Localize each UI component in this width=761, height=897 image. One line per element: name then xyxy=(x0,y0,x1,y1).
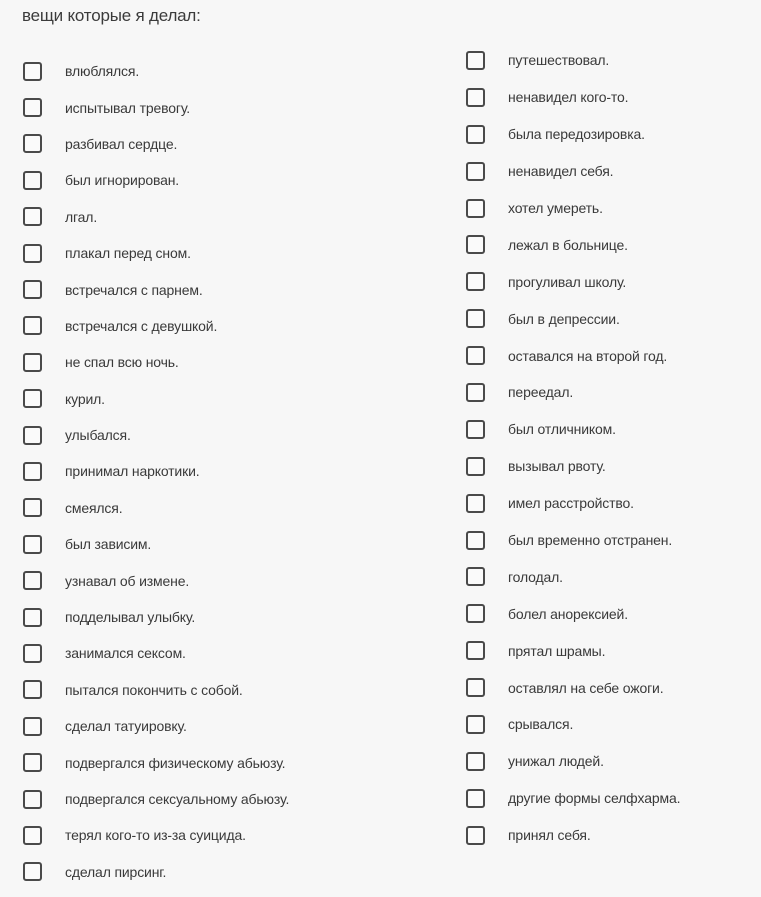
checklist-item[interactable] xyxy=(23,89,289,125)
checkbox[interactable] xyxy=(466,531,485,550)
checkbox[interactable] xyxy=(466,346,485,365)
checklist-item-label: переедал. xyxy=(508,384,574,401)
checkbox[interactable] xyxy=(23,171,42,190)
checklist-item-label: срывался. xyxy=(508,716,574,733)
checklist-item-label: сделал татуировку. xyxy=(65,718,187,735)
checkbox[interactable] xyxy=(466,715,485,734)
checklist-item[interactable] xyxy=(23,417,289,453)
checklist-item[interactable] xyxy=(23,526,289,562)
right-checklist xyxy=(466,42,680,854)
checkbox[interactable] xyxy=(466,826,485,845)
checkbox[interactable] xyxy=(466,752,485,771)
checklist-item[interactable] xyxy=(466,42,680,79)
checklist-item[interactable] xyxy=(23,635,289,671)
checklist-item-label: голодал. xyxy=(508,568,563,585)
checkbox[interactable] xyxy=(23,353,42,372)
checkbox[interactable] xyxy=(466,420,485,439)
checkbox[interactable] xyxy=(466,383,485,402)
checklist-item-label: был временно отстранен. xyxy=(508,532,673,549)
checklist-item-label: узнавал об измене. xyxy=(65,572,190,589)
checklist-item-label: оставался на второй год. xyxy=(508,347,668,364)
checklist-item-label: занимался сексом. xyxy=(65,645,186,662)
checkbox[interactable] xyxy=(466,51,485,70)
checkbox[interactable] xyxy=(23,462,42,481)
checklist-item-label: пытался покончить с собой. xyxy=(65,681,243,698)
checklist-item-label: встречался с девушкой. xyxy=(65,317,218,334)
checklist-item[interactable] xyxy=(23,235,289,271)
checklist-item[interactable] xyxy=(23,308,289,344)
checkbox[interactable] xyxy=(466,309,485,328)
checklist-item[interactable] xyxy=(23,199,289,235)
checklist-item-label: ненавидел кого-то. xyxy=(508,89,629,106)
checklist-item-label: подделывал улыбку. xyxy=(65,609,196,626)
checklist-item-label: хотел умереть. xyxy=(508,200,603,216)
checklist-item-label: не спал всю ночь. xyxy=(65,354,179,371)
checklist-item-label: унижал людей. xyxy=(508,753,604,770)
checklist-item-label: оставлял на себе ожоги. xyxy=(508,679,664,696)
checklist-item-label: плакал перед сном. xyxy=(65,245,191,262)
checklist-item-label: был отличником. xyxy=(508,421,616,438)
checklist-item-label: был в депрессии. xyxy=(508,310,620,327)
checklist-item[interactable] xyxy=(466,263,680,300)
checkbox[interactable] xyxy=(466,125,485,144)
checklist-item[interactable] xyxy=(23,126,289,162)
checkbox[interactable] xyxy=(23,535,42,554)
checkbox[interactable] xyxy=(23,207,42,226)
checklist-item[interactable] xyxy=(23,381,289,417)
checkbox[interactable] xyxy=(466,789,485,808)
checkbox[interactable] xyxy=(23,826,42,845)
checklist-item[interactable] xyxy=(23,781,289,817)
checkbox[interactable] xyxy=(23,316,42,335)
checklist-item[interactable] xyxy=(466,595,680,632)
checklist-item-label: болел анорексией. xyxy=(508,605,628,622)
checklist-item[interactable] xyxy=(23,490,289,526)
checklist-item-label: испытывал тревогу. xyxy=(65,99,191,116)
checklist-item-label: имел расстройство. xyxy=(508,495,634,512)
checklist-item[interactable] xyxy=(23,271,289,307)
checklist-item[interactable] xyxy=(466,153,680,190)
checklist-item-label: был зависим. xyxy=(65,536,152,553)
checklist-item[interactable] xyxy=(466,485,680,522)
checklist-item-label: вызывал рвоту. xyxy=(508,458,606,475)
checklist-title: вещи которые я делал: xyxy=(22,6,201,25)
checkbox[interactable] xyxy=(23,62,42,81)
checklist-item-label: прогуливал школу. xyxy=(508,273,627,290)
checklist-item-label: улыбался. xyxy=(65,427,131,444)
checkbox[interactable] xyxy=(466,567,485,586)
checkbox[interactable] xyxy=(23,244,42,263)
checkbox[interactable] xyxy=(23,644,42,663)
checklist-item[interactable] xyxy=(466,522,680,559)
checklist-item[interactable] xyxy=(466,817,680,854)
checklist-item-label: разбивал сердце. xyxy=(65,135,178,152)
checklist-item[interactable] xyxy=(23,672,289,708)
checklist-item-label: влюблялся. xyxy=(65,63,140,80)
checklist-item-label: смеялся. xyxy=(65,499,123,516)
checklist-item[interactable] xyxy=(466,226,680,263)
checkbox[interactable] xyxy=(23,98,42,117)
checkbox[interactable] xyxy=(23,571,42,590)
checklist-item[interactable] xyxy=(466,669,680,706)
checklist-item[interactable] xyxy=(466,337,680,374)
checklist-item[interactable] xyxy=(23,53,289,89)
checklist-item[interactable] xyxy=(466,448,680,485)
checklist-item-label: принимал наркотики. xyxy=(65,463,200,480)
checklist-item-label: была передозировка. xyxy=(508,126,645,143)
checkbox[interactable] xyxy=(466,604,485,623)
checklist-item[interactable] xyxy=(23,162,289,198)
checkbox[interactable] xyxy=(23,498,42,517)
checklist-item[interactable] xyxy=(466,743,680,780)
checkbox[interactable] xyxy=(466,457,485,476)
checkbox[interactable] xyxy=(23,426,42,445)
checklist-item[interactable] xyxy=(466,374,680,411)
checklist-item-label: принял себя. xyxy=(508,827,591,844)
checkbox[interactable] xyxy=(466,235,485,254)
checklist-item[interactable] xyxy=(23,562,289,598)
checklist-item[interactable] xyxy=(466,79,680,116)
checklist-item[interactable] xyxy=(466,632,680,669)
left-checklist xyxy=(23,53,289,890)
checkbox[interactable] xyxy=(23,134,42,153)
checkbox[interactable] xyxy=(466,88,485,107)
checklist-item-label: путешествовал. xyxy=(508,52,610,69)
checkbox[interactable] xyxy=(23,608,42,627)
checklist-item-label: курил. xyxy=(65,390,105,407)
checklist-item[interactable] xyxy=(466,706,680,743)
checklist-item[interactable] xyxy=(466,411,680,448)
checkbox[interactable] xyxy=(23,389,42,408)
checkbox[interactable] xyxy=(466,272,485,291)
checkbox[interactable] xyxy=(23,753,42,772)
checklist-item[interactable] xyxy=(466,558,680,595)
checkbox[interactable] xyxy=(466,199,485,218)
checkbox[interactable] xyxy=(23,790,42,809)
checklist-item-label: подвергался сексуальному абьюзу. xyxy=(65,791,290,807)
checklist-item-label: лгал. xyxy=(65,208,98,225)
checklist-item[interactable] xyxy=(466,780,680,817)
checklist-item-label: подвергался физическому абьюзу. xyxy=(65,754,286,771)
checkbox[interactable] xyxy=(23,280,42,299)
checklist-item-label: лежал в больнице. xyxy=(508,236,628,253)
checklist-item[interactable] xyxy=(23,817,289,853)
checklist-item[interactable] xyxy=(23,708,289,744)
checklist-item-label: ненавидел себя. xyxy=(508,163,614,180)
checklist-item-label: был игнорирован. xyxy=(65,172,180,189)
checklist-item-label: сделал пирсинг. xyxy=(65,863,167,880)
checklist-item-label: встречался с парнем. xyxy=(65,281,203,298)
checklist-item-label: другие формы селфхарма. xyxy=(508,790,681,807)
checkbox[interactable] xyxy=(23,680,42,699)
checkbox[interactable] xyxy=(466,678,485,697)
checklist-item[interactable] xyxy=(23,599,289,635)
checkbox[interactable] xyxy=(466,641,485,660)
checkbox[interactable] xyxy=(23,862,42,881)
checklist-item[interactable] xyxy=(466,190,680,227)
checklist-item[interactable] xyxy=(23,854,289,890)
checkbox[interactable] xyxy=(466,162,485,181)
checkbox[interactable] xyxy=(466,494,485,513)
checklist-item-label: терял кого-то из-за суицида. xyxy=(65,827,246,844)
checklist-item-label: прятал шрамы. xyxy=(508,642,606,659)
checklist-item[interactable] xyxy=(23,453,289,489)
checklist-item[interactable] xyxy=(466,116,680,153)
checklist-item[interactable] xyxy=(466,300,680,337)
checkbox[interactable] xyxy=(23,717,42,736)
checklist-item[interactable] xyxy=(23,744,289,780)
checklist-item[interactable] xyxy=(23,344,289,380)
